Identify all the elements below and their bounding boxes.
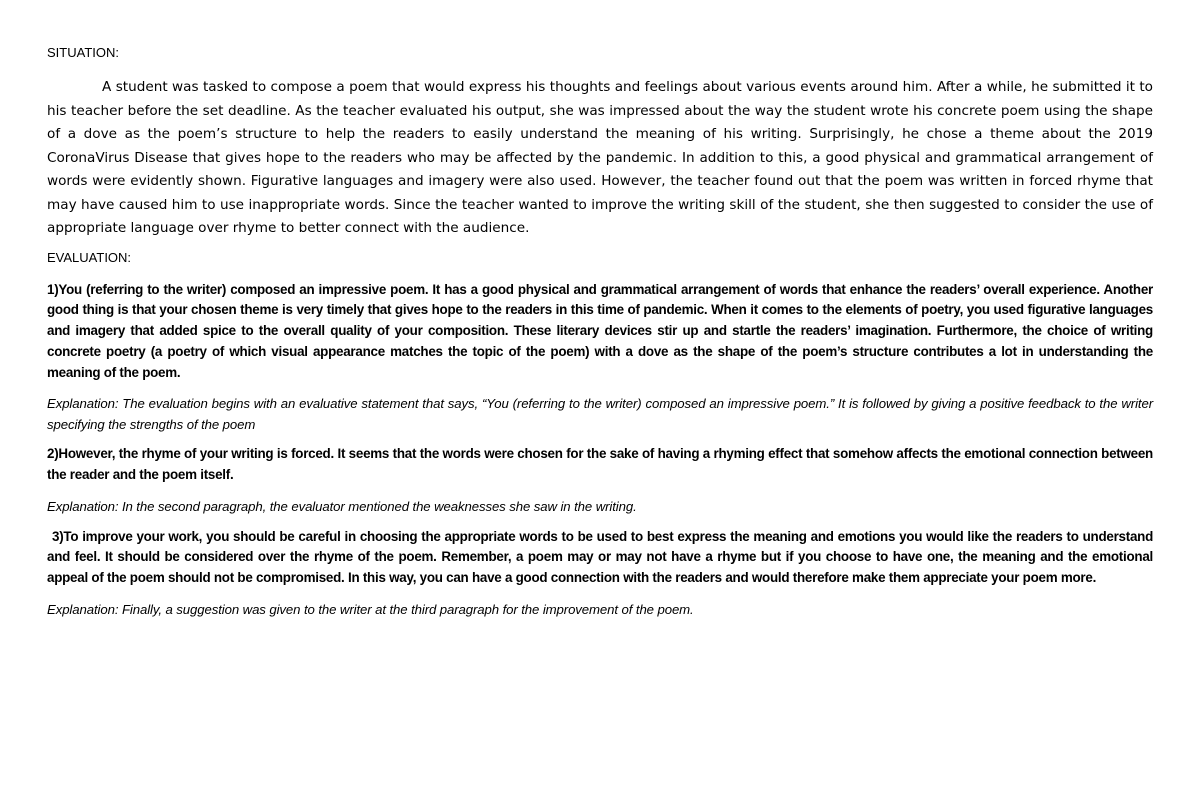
evaluation-paragraph-1: 1)You (referring to the writer) composed an impressive poem. It has a good physical and grammatical arrangement of words that enhance the readers’ overall experience. Another good thing is that your chosen theme is very timely that gives hope to the readers in this time of pandemic. When it comes to the elements of poetry, you used figurative languages and imagery that added spice to the overall quality of your composition. These literary devices stir up and startle the readers’ imagination. Furthermore, the choice of writing concrete poetry (a poetry of which visual appearance matches the topic of the poem) with a dove as the shape of the poem’s structure contributes a lot in understanding the meaning of the poem. xyxy=(47,281,1153,380)
document-page xyxy=(47,44,1153,629)
explanation-2: Explanation: In the second paragraph, the evaluator mentioned the weaknesses she saw in the writing. xyxy=(47,499,637,515)
situation-heading: SITUATION: xyxy=(47,45,119,60)
evaluation-paragraph-3: 3)To improve your work, you should be careful in choosing the appropriate words to be used to best express the meaning and emotions you would like the readers to understand and feel. It should be considered over the rhyme of the poem. Remember, a poem may or may not have a rhyme but if you choose to have one, the meaning and the emotional appeal of the poem should not be compromised. In this way, you can have a good connection with the readers and would therefore make them appreciate your poem more. xyxy=(47,528,1153,586)
explanation-3: Explanation: Finally, a suggestion was given to the writer at the third paragraph for the improvement of the poem. xyxy=(47,601,694,617)
situation-paragraph: A student was tasked to compose a poem that would express his thoughts and feelings about various events around him. After a while, he submitted it to his teacher before the set deadline. As the teacher evaluated his output, she was impressed about the way the student wrote his concrete poem using the shape of a dove as the poem’s structure to help the readers to easily understand the meaning of his writing. Surprisingly, he chose a theme about the 2019 CoronaVirus Disease that gives hope to the readers who may be affected by the pandemic. In addition to this, a good physical and grammatical arrangement of words were evidently shown. Figurative languages and imagery were also used. However, the teacher found out that the poem was written in forced rhyme that may have caused him to use inappropriate words. Since the teacher wanted to improve the writing skill of the student, she then suggested to consider the use of appropriate language over rhyme to better connect with the audience. xyxy=(47,79,1153,236)
evaluation-paragraph-2: 2)However, the rhyme of your writing is forced. It seems that the words were chosen for the sake of having a rhyming effect that somehow affects the emotional connection between the reader and the poem itself. xyxy=(47,446,1153,483)
explanation-1: Explanation: The evaluation begins with an evaluative statement that says, “You (referring to the writer) composed an impressive poem.” It is followed by giving a positive feedback to the writer specifying the strengths of the poem xyxy=(47,396,1153,432)
evaluation-heading: EVALUATION: xyxy=(47,249,132,265)
